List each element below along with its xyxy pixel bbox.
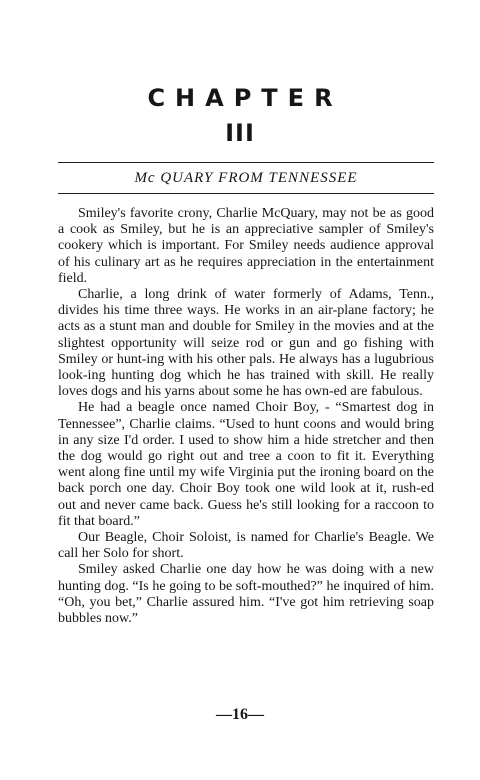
page-number: —16—	[216, 706, 264, 723]
chapter-subtitle: Mc QUARY FROM TENNESSEE	[134, 170, 358, 186]
paragraph: Smiley's favorite crony, Charlie McQuary, may not be as good a cook as Smiley, but he is an appreciative sampler of Smiley's cookery which is important. For Smiley needs audience approval of his culinary art as he requires appreciation in the entertainment field.	[58, 206, 434, 286]
chapter-number: III	[225, 119, 255, 147]
paragraph: Smiley asked Charlie one day how he was doing with a new hunting dog. “Is he going to be soft-mouthed?” he inquired of him. “Oh, you bet,” Charlie assured him. “I've got him retrieving soap bubbles now.”	[58, 562, 434, 627]
bottom-rule	[58, 193, 434, 194]
chapter-heading: CHAPTER	[147, 84, 343, 112]
paragraph: Our Beagle, Choir Soloist, is named for Charlie's Beagle. We call her Solo for short.	[58, 530, 434, 562]
top-rule	[58, 162, 434, 163]
body-text	[58, 206, 434, 627]
paragraph: He had a beagle once named Choir Boy, - “Smartest dog in Tennessee”, Charlie claims. “Used to hunt coons and would bring in any size I'd order. I used to show him a hide stretcher and then the dog would go right out and tree a coon to fit it. Everything went along fine until my wife Virginia put the ironing board on the back porch one day. Choir Boy took one wild look at it, rush-ed out and never came back. Guess he's still looking for a raccoon to fit that board.”	[58, 400, 434, 529]
paragraph: Charlie, a long drink of water formerly of Adams, Tenn., divides his time three ways. He works in an air-plane factory; he acts as a stunt man and double for Smiley in the movies and at the slightest opportunity will seize rod or gun and go fishing with Smiley or hunt-ing with his other pals. He always has a lugubrious look-ing hunting dog which he has trained with skill. He really loves dogs and his yarns about some he has own-ed are fabulous.	[58, 287, 434, 400]
